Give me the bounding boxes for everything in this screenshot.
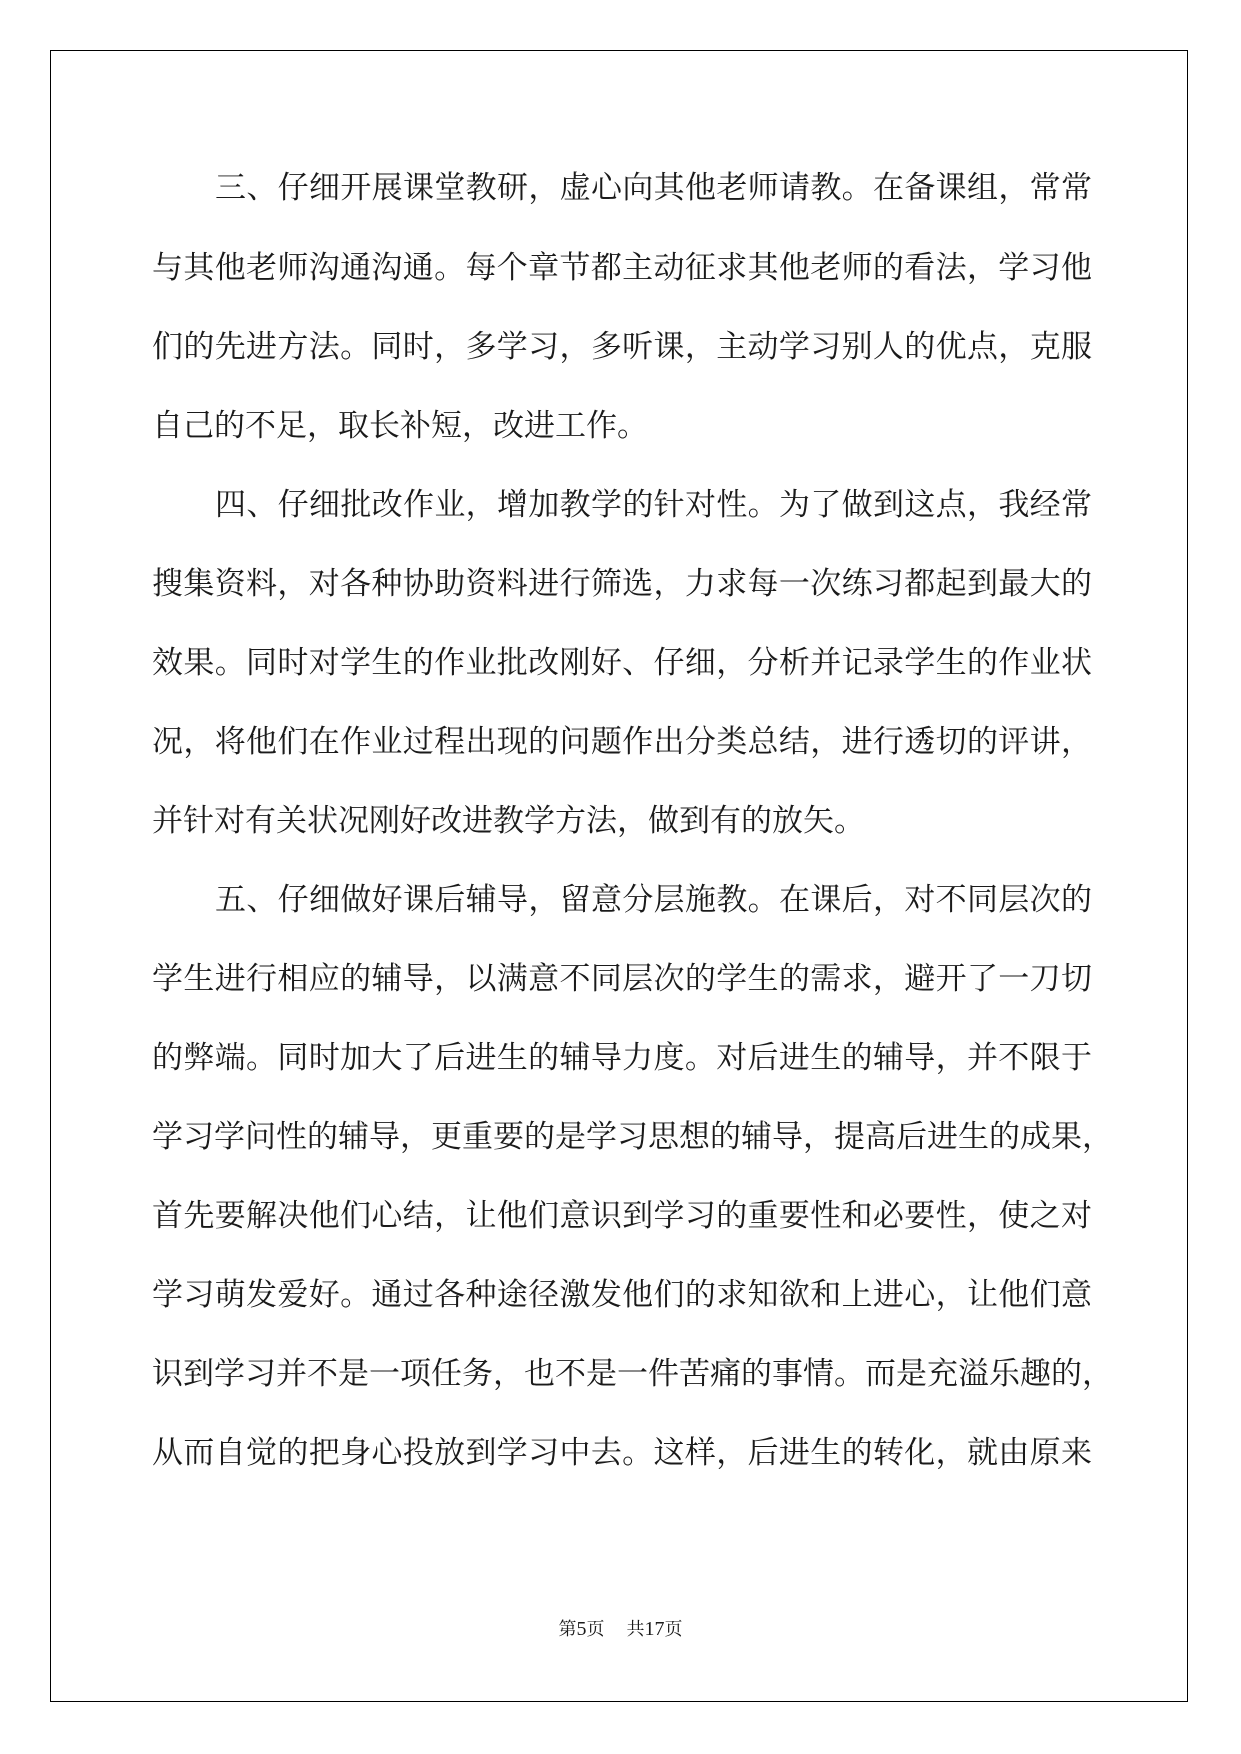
text-line: 并针对有关状况刚好改进教学方法，做到有的放矢。 — [152, 803, 865, 839]
total-prefix: 共 — [626, 1619, 645, 1640]
page-footer — [0, 1617, 1241, 1642]
page-number: 5 — [576, 1618, 587, 1640]
text-line: 学习萌发爱好。通过各种途径激发他们的求知欲和上进心，让他们意 — [152, 1277, 1092, 1313]
text-line: 效果。同时对学生的作业批改刚好、仔细，分析并记录学生的作业状 — [152, 645, 1092, 681]
text-line: 学习学问性的辅导，更重要的是学习思想的辅导，提高后进生的成果， — [152, 1119, 1113, 1155]
text-line: 与其他老师沟通沟通。每个章节都主动征求其他老师的看法，学习他 — [152, 250, 1092, 286]
text-line: 搜集资料，对各种协助资料进行筛选，力求每一次练习都起到最大的 — [152, 566, 1092, 602]
total-pages: 17 — [644, 1618, 665, 1640]
text-line: 学生进行相应的辅导，以满意不同层次的学生的需求，避开了一刀切 — [152, 961, 1092, 997]
text-line: 识到学习并不是一项任务，也不是一件苦痛的事情。而是充溢乐趣的， — [152, 1356, 1113, 1392]
text-line: 从而自觉的把身心投放到学习中去。这样，后进生的转化，就由原来 — [152, 1435, 1092, 1471]
text-line: 四、仔细批改作业，增加教学的针对性。为了做到这点，我经常 — [215, 487, 1092, 523]
text-line: 况，将他们在作业过程出现的问题作出分类总结，进行透切的评讲， — [152, 724, 1092, 760]
text-line: 的弊端。同时加大了后进生的辅导力度。对后进生的辅导，并不限于 — [152, 1040, 1092, 1076]
text-line: 们的先进方法。同时，多学习，多听课，主动学习别人的优点，克服 — [152, 329, 1092, 365]
total-suffix: 页 — [664, 1619, 683, 1640]
page-suffix: 页 — [586, 1619, 605, 1640]
text-line: 三、仔细开展课堂教研，虚心向其他老师请教。在备课组，常常 — [215, 170, 1092, 206]
page-prefix: 第 — [558, 1619, 577, 1640]
text-line: 五、仔细做好课后辅导，留意分层施教。在课后，对不同层次的 — [215, 882, 1092, 918]
text-line: 首先要解决他们心结，让他们意识到学习的重要性和必要性，使之对 — [152, 1198, 1092, 1234]
text-line: 自己的不足，取长补短，改进工作。 — [152, 408, 648, 444]
